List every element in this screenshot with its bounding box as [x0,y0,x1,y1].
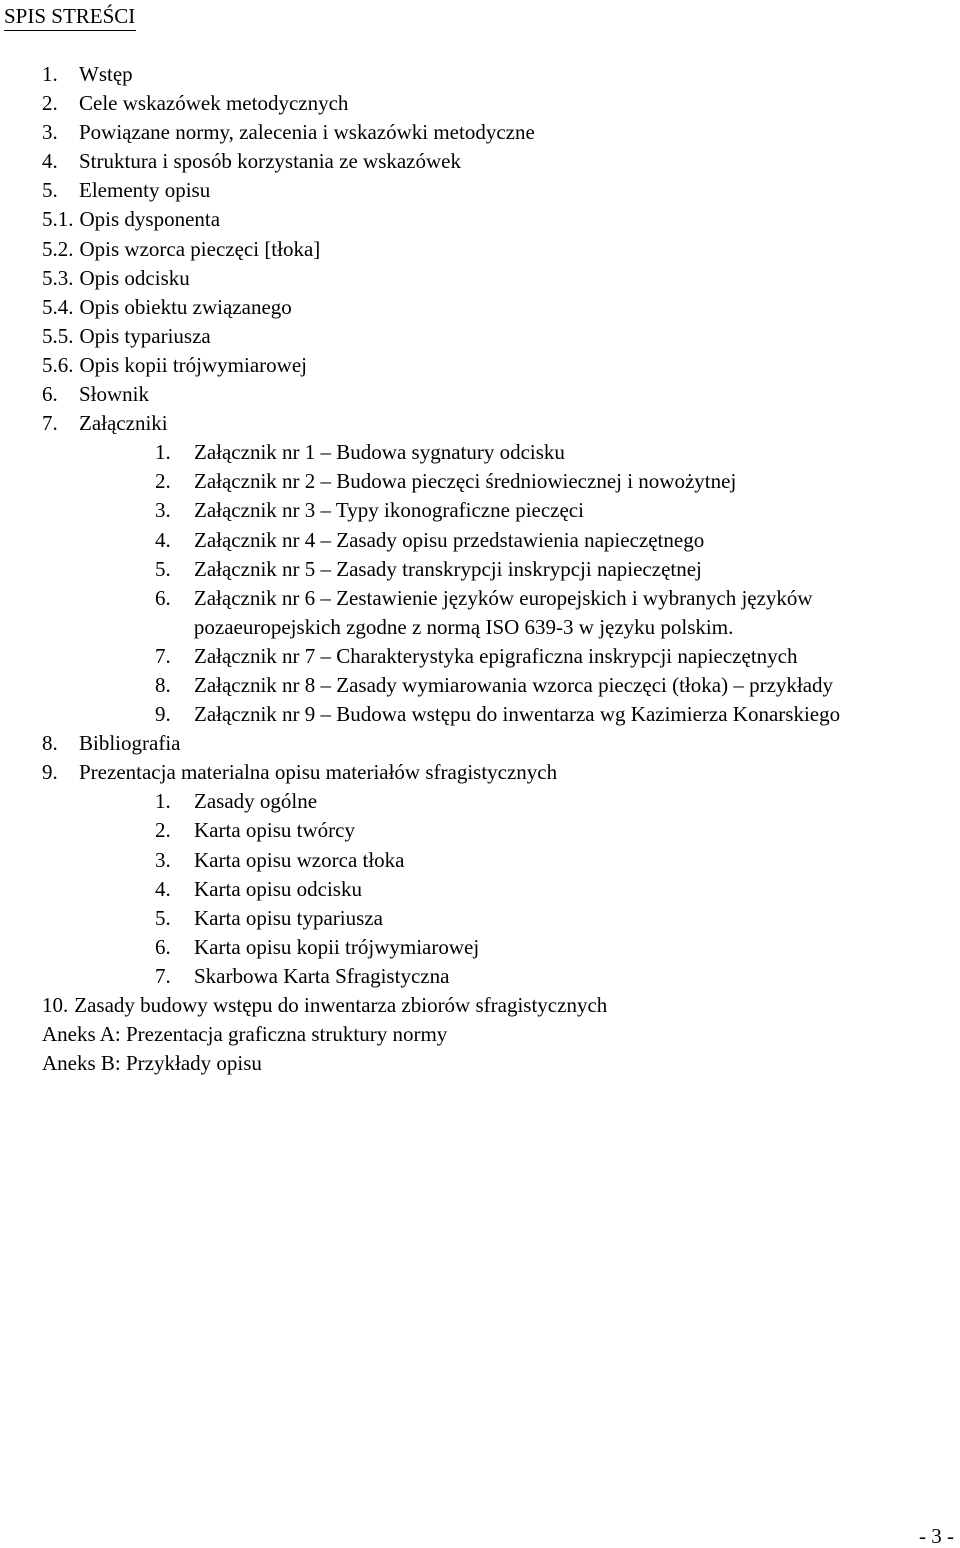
toc-entry [42,1049,952,1078]
toc-entry [42,293,952,322]
toc-entry-text: Karta opisu odcisku [194,876,362,901]
toc-entry-text: Aneks B: Przykłady opisu [42,1051,262,1076]
toc-entry-text: Opis dysponenta [79,207,221,232]
toc-entry-text: Opis kopii trójwymiarowej [79,352,307,377]
toc-entry-number: 5.5. [42,323,74,348]
toc-entry-number: 5.2. [42,236,74,261]
toc-entry [42,642,952,671]
toc-entry [42,380,952,409]
toc-entry [42,962,952,991]
toc-entry [42,264,952,293]
toc-entry-number: 2. [155,469,171,494]
toc-entry-text: Zasady ogólne [194,789,318,814]
toc-entry-number: 8. [155,672,171,697]
toc-entry-number: 9. [155,702,171,727]
toc-entry-number: 6. [155,934,171,959]
toc-entry [42,875,952,904]
toc-entry-text: Struktura i sposób korzystania ze wskazówek [79,149,461,174]
toc-entry-text: Opis typariusza [79,323,211,348]
toc-entry-text: Cele wskazówek metodycznych [79,91,349,116]
toc-entry-text: Słownik [79,382,150,407]
toc-entry-text: Załącznik nr 7 – Charakterystyka epigraficzna inskrypcji napieczętnych [194,643,798,668]
toc-entry-text: Karta opisu typariusza [194,905,383,930]
toc-entry [42,758,952,787]
toc-entry-number: 1. [42,62,58,86]
toc-entry-text: Bibliografia [79,731,181,756]
toc-entry-text: Karta opisu wzorca tłoka [194,847,405,872]
toc-entry-text: Zasady budowy wstępu do inwentarza zbiorów sfragistycznych [74,993,608,1017]
toc-entry-number: 1. [155,789,171,814]
toc-entry [42,409,952,438]
toc-entry [42,787,952,816]
toc-entry-text: Załącznik nr 9 – Budowa wstępu do inwentarza wg Kazimierza Konarskiego [194,702,841,727]
toc-entry-text: Skarbowa Karta Sfragistyczna [194,963,450,988]
toc-entry-number: 5.6. [42,352,74,377]
toc-entry-text: Opis obiektu związanego [79,294,292,319]
toc-entry-number: 5. [155,556,171,581]
toc-entry [42,496,952,525]
toc-entry-text: Karta opisu kopii trójwymiarowej [194,934,480,959]
toc-entry [42,846,952,875]
toc-entry-text: Załącznik nr 8 – Zasady wymiarowania wzorca pieczęci (tłoka) – przykłady [194,672,834,697]
toc-entry [42,584,952,642]
toc-entry-number: 2. [155,818,171,843]
toc-entry [42,729,952,758]
toc-entry [42,991,952,1020]
toc-entry-number: 7. [42,411,58,436]
toc-entry-text: Powiązane normy, zalecenia i wskazówki metodyczne [79,120,535,145]
toc-entry-number: 4. [155,527,171,552]
toc-entry [42,1020,952,1049]
toc-entry-text: Załączniki [79,411,168,436]
toc-entry [42,89,952,118]
table-of-contents [42,60,952,1078]
page-title: SPIS STREŚCI [4,2,136,31]
toc-entry [42,700,952,729]
toc-entry-number: 5.3. [42,265,74,290]
toc-entry [42,555,952,584]
toc-entry-number: 8. [42,731,58,756]
toc-entry [42,438,952,467]
toc-entry-number: 9. [42,760,58,785]
page-number: - 3 - [919,1524,954,1548]
toc-entry-number: 10. [42,993,69,1017]
toc-entry [42,235,952,264]
toc-entry [42,322,952,351]
toc-entry [42,176,952,205]
toc-entry-number: 7. [155,643,171,668]
toc-entry-text: Opis odcisku [79,265,190,290]
toc-entry-number: 4. [42,149,58,174]
toc-entry [42,205,952,234]
toc-entry-number: 5.1. [42,207,74,232]
toc-entry [42,467,952,496]
toc-entry-number: 1. [155,440,171,465]
toc-entry [42,816,952,845]
toc-entry [42,933,952,962]
toc-entry-number: 7. [155,963,171,988]
toc-entry-number: 5.4. [42,294,74,319]
toc-entry-number: 4. [155,876,171,901]
toc-entry [42,351,952,380]
toc-entry [42,526,952,555]
toc-entry-text: Załącznik nr 6 – Zestawienie języków europejskich i wybranych języków pozaeuropejskich zgodne z normą ISO 639-3 w języku polskim. [193,585,813,639]
toc-entry-number: 3. [155,498,171,523]
toc-entry-text: Załącznik nr 2 – Budowa pieczęci średniowiecznej i nowożytnej [194,469,737,494]
toc-entry [42,118,952,147]
toc-entry-text: Załącznik nr 1 – Budowa sygnatury odcisku [194,440,565,465]
toc-entry [42,671,952,700]
toc-entry-text: Załącznik nr 5 – Zasady transkrypcji inskrypcji napieczętnej [194,556,702,581]
toc-entry [42,904,952,933]
toc-entry-text: Karta opisu twórcy [194,818,355,843]
toc-entry-text: Aneks A: Prezentacja graficzna struktury normy [42,1022,448,1047]
toc-entry-number: 3. [155,847,171,872]
toc-entry-text: Elementy opisu [79,178,211,203]
toc-entry-text: Załącznik nr 4 – Zasady opisu przedstawienia napieczętnego [194,527,705,552]
toc-entry-text: Prezentacja materialna opisu materiałów sfragistycznych [79,760,558,785]
toc-entry-text: Opis wzorca pieczęci [tłoka] [79,236,321,261]
toc-entry-text: Wstęp [79,62,133,86]
toc-entry-number: 6. [155,585,171,610]
toc-entry-number: 5. [42,178,58,203]
toc-entry-number: 2. [42,91,58,116]
toc-entry-number: 5. [155,905,171,930]
toc-entry [42,147,952,176]
toc-entry-text: Załącznik nr 3 – Typy ikonograficzne pieczęci [194,498,584,523]
toc-entry-number: 6. [42,382,58,407]
toc-entry [42,60,952,89]
toc-entry-number: 3. [42,120,58,145]
